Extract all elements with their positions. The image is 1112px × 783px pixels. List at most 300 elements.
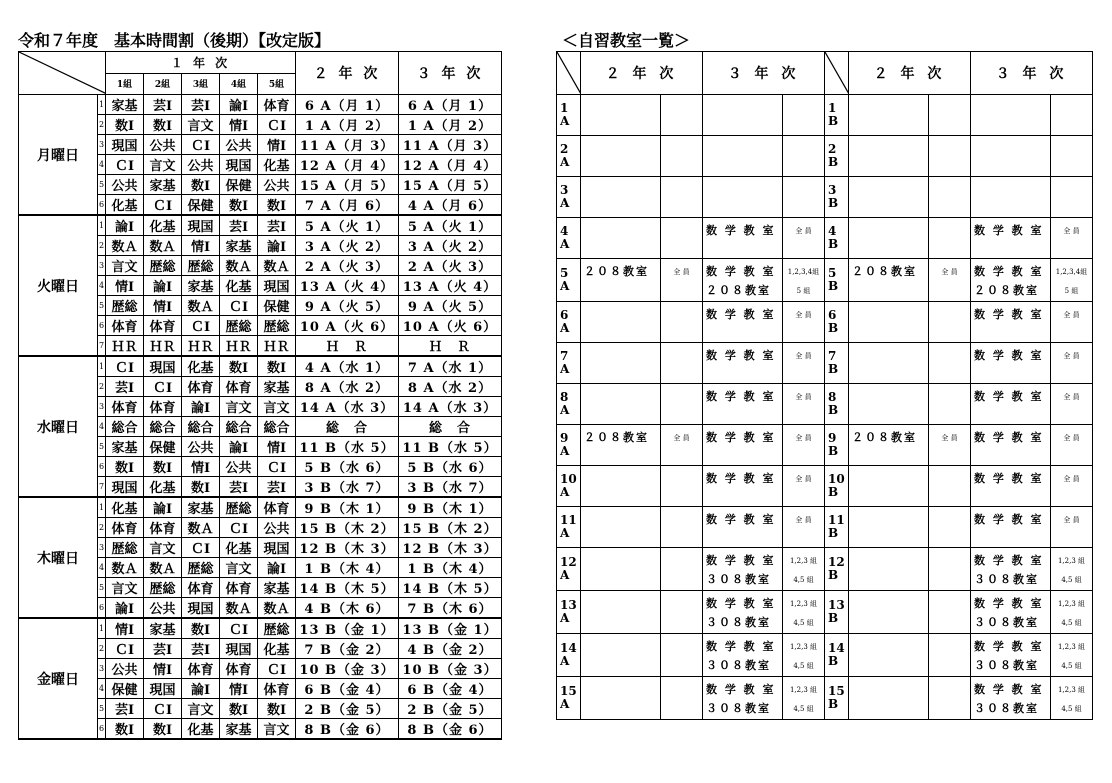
- subject-cell: 歴総: [144, 256, 182, 276]
- room-target-cell: [661, 591, 703, 634]
- room-cell: [971, 425, 1051, 466]
- subject-cell: 歴総: [182, 256, 220, 276]
- slot-label-a: 10 A: [557, 466, 581, 507]
- room-name: 数 学 教 室: [974, 554, 1044, 567]
- grade3-cell: 1 B（木 4）: [399, 558, 502, 578]
- grade2-cell: 6 B（金 4）: [296, 679, 399, 699]
- subject-cell: 体育: [106, 518, 144, 538]
- slot-label-b: 8 B: [825, 384, 849, 425]
- room-cell: [703, 634, 783, 677]
- subject-cell: ＨＲ: [258, 336, 296, 357]
- subject-cell: 歴総: [106, 296, 144, 316]
- grade3-cell: 2 B（金 5）: [399, 699, 502, 719]
- room-name: 数 学 教 室: [974, 513, 1044, 526]
- room-cell: [849, 591, 929, 634]
- subject-cell: 保健: [144, 437, 182, 457]
- room-cell: [703, 218, 783, 259]
- room-name: ２０８教室: [584, 265, 649, 278]
- grade3-cell: 5 A（火 1）: [399, 215, 502, 236]
- period-number: 3: [98, 659, 106, 679]
- room-target-cell: [929, 425, 971, 466]
- period-number: 5: [98, 578, 106, 598]
- room-target-cell: [1051, 466, 1093, 507]
- room-name: 数 学 教 室: [706, 431, 776, 444]
- subject-cell: 数Ａ: [220, 256, 258, 276]
- room-target-cell: [1051, 425, 1093, 466]
- room-target-cell: [929, 218, 971, 259]
- room-cell: [703, 302, 783, 343]
- room-target: 4,5 組: [1061, 576, 1082, 584]
- subject-cell: 言文: [182, 115, 220, 135]
- room-target-cell: [783, 259, 825, 302]
- day-label: 金曜日: [19, 618, 98, 739]
- subject-cell: ＣⅠ: [106, 356, 144, 377]
- room-cell: [849, 218, 929, 259]
- subject-cell: 家基: [144, 175, 182, 195]
- room-target: 4,5 組: [793, 662, 814, 670]
- period-number: 6: [98, 719, 106, 740]
- grade3-cell: 12 A（月 4）: [399, 155, 502, 175]
- room-target: 全 員: [673, 434, 690, 442]
- room-cell: [703, 677, 783, 720]
- grade3-cell: 11 B（水 5）: [399, 437, 502, 457]
- room-cell: [849, 507, 929, 548]
- room-cell: [849, 177, 929, 218]
- room-name: ３０８教室: [974, 616, 1039, 629]
- period-number: 4: [98, 276, 106, 296]
- period-number: 3: [98, 256, 106, 276]
- subject-cell: ＣⅠ: [182, 538, 220, 558]
- room-target: 1,2,3 組: [1057, 600, 1086, 608]
- subject-cell: ＣⅠ: [258, 115, 296, 135]
- grade3-cell: 10 B（金 3）: [399, 659, 502, 679]
- room-target-cell: [661, 548, 703, 591]
- subject-cell: 化基: [106, 497, 144, 518]
- room-cell: [581, 425, 661, 466]
- grade3-cell: 11 A（月 3）: [399, 135, 502, 155]
- subject-cell: ＣⅠ: [106, 155, 144, 175]
- subject-cell: 数Ⅰ: [106, 115, 144, 135]
- room-name: ２０８教室: [584, 431, 649, 444]
- room-target-cell: [661, 302, 703, 343]
- subject-cell: 家基: [182, 276, 220, 296]
- room-name: 数 学 教 室: [974, 431, 1044, 444]
- period-number: 3: [98, 397, 106, 417]
- room-target-cell: [929, 548, 971, 591]
- room-cell: [581, 548, 661, 591]
- period-number: 6: [98, 316, 106, 336]
- room-target-cell: [1051, 507, 1093, 548]
- slot-label-a: 13 A: [557, 591, 581, 634]
- room-cell: [849, 302, 929, 343]
- grade2-cell: 2 B（金 5）: [296, 699, 399, 719]
- subject-cell: 数Ⅰ: [258, 699, 296, 719]
- subject-cell: 体育: [258, 679, 296, 699]
- room-target-cell: [929, 384, 971, 425]
- subject-cell: 言文: [106, 256, 144, 276]
- slot-label-a: 9 A: [557, 425, 581, 466]
- grade2-cell: 5 B（水 6）: [296, 457, 399, 477]
- subject-cell: 歴総: [258, 618, 296, 639]
- room-name: 数 学 教 室: [974, 390, 1044, 403]
- subject-cell: 論Ⅰ: [220, 95, 258, 115]
- room-target: 全 員: [1063, 311, 1080, 319]
- room-target-cell: [1051, 343, 1093, 384]
- subject-cell: 数Ⅰ: [106, 719, 144, 740]
- room-target: 4,5 組: [1061, 619, 1082, 627]
- subject-cell: 公共: [106, 659, 144, 679]
- subject-cell: 数Ａ: [144, 558, 182, 578]
- class-header: 5組: [258, 73, 296, 95]
- room-cell: [971, 136, 1051, 177]
- room-target-cell: [661, 136, 703, 177]
- room-cell: [971, 634, 1051, 677]
- subject-cell: 言文: [258, 719, 296, 740]
- room-target: 全 員: [1063, 227, 1080, 235]
- room-cell: [849, 259, 929, 302]
- period-number: 7: [98, 477, 106, 498]
- period-number: 2: [98, 236, 106, 256]
- subject-cell: 言文: [220, 558, 258, 578]
- subject-cell: 総合: [106, 417, 144, 437]
- slot-label-b: 15 B: [825, 677, 849, 720]
- grade3-cell: 4 B（金 2）: [399, 639, 502, 659]
- room-target-cell: [1051, 136, 1093, 177]
- room-name: 数 学 教 室: [974, 472, 1044, 485]
- room-target-cell: [783, 343, 825, 384]
- room-target: 全 員: [795, 227, 812, 235]
- grade3-cell: 1 A（月 2）: [399, 115, 502, 135]
- room-target-cell: [1051, 95, 1093, 136]
- room-target-cell: [929, 634, 971, 677]
- room-target-cell: [661, 634, 703, 677]
- grade3-cell: 9 A（火 5）: [399, 296, 502, 316]
- day-label: 木曜日: [19, 497, 98, 618]
- slot-label-b: 7 B: [825, 343, 849, 384]
- slot-label-a: 11 A: [557, 507, 581, 548]
- room-target: 1,2,3 組: [1057, 557, 1086, 565]
- subject-cell: 化基: [220, 538, 258, 558]
- slot-label-a: 1 A: [557, 95, 581, 136]
- grade3-cell: 14 A（水 3）: [399, 397, 502, 417]
- subject-cell: 現国: [144, 356, 182, 377]
- subject-cell: 現国: [220, 155, 258, 175]
- subject-cell: 歴総: [220, 497, 258, 518]
- grade2-header-b: ２ 年 次: [849, 52, 971, 95]
- grade2-cell: 8 B（金 6）: [296, 719, 399, 740]
- slot-label-a: 5 A: [557, 259, 581, 302]
- period-number: 5: [98, 175, 106, 195]
- slot-label-a: 15 A: [557, 677, 581, 720]
- subject-cell: 家基: [182, 497, 220, 518]
- subject-cell: 公共: [144, 135, 182, 155]
- subject-cell: ＣⅠ: [144, 195, 182, 216]
- room-target-cell: [929, 343, 971, 384]
- subject-cell: 言文: [144, 538, 182, 558]
- period-number: 7: [98, 336, 106, 357]
- grade2-cell: 総 合: [296, 417, 399, 437]
- subject-cell: 体育: [258, 95, 296, 115]
- subject-cell: 公共: [144, 598, 182, 619]
- slot-label-b: 12 B: [825, 548, 849, 591]
- period-number: 2: [98, 518, 106, 538]
- subject-cell: 数Ⅰ: [144, 115, 182, 135]
- period-number: 3: [98, 538, 106, 558]
- room-cell: [971, 95, 1051, 136]
- subject-cell: 言文: [182, 699, 220, 719]
- grade3-cell: 3 A（火 2）: [399, 236, 502, 256]
- room-cell: [581, 677, 661, 720]
- subject-cell: 情Ⅰ: [258, 437, 296, 457]
- room-name: 数 学 教 室: [974, 308, 1044, 321]
- slot-label-b: 5 B: [825, 259, 849, 302]
- period-number: 2: [98, 377, 106, 397]
- room-target: 全 員: [1063, 434, 1080, 442]
- subject-cell: 言文: [258, 397, 296, 417]
- grade2-cell: 9 A（火 5）: [296, 296, 399, 316]
- room-target-cell: [1051, 677, 1093, 720]
- room-target-cell: [783, 425, 825, 466]
- subject-cell: 数Ａ: [106, 236, 144, 256]
- subject-cell: 論Ⅰ: [144, 497, 182, 518]
- subject-cell: 家基: [258, 578, 296, 598]
- subject-cell: 体育: [258, 497, 296, 518]
- subject-cell: 家基: [144, 618, 182, 639]
- period-number: 1: [98, 356, 106, 377]
- room-cell: [581, 95, 661, 136]
- room-name: 数 学 教 室: [974, 683, 1044, 696]
- subject-cell: 情Ⅰ: [220, 115, 258, 135]
- room-cell: [971, 218, 1051, 259]
- grade2-cell: 15 A（月 5）: [296, 175, 399, 195]
- room-target-cell: [661, 384, 703, 425]
- grade2-cell: 5 A（火 1）: [296, 215, 399, 236]
- subject-cell: ＣⅠ: [182, 316, 220, 336]
- room-target-cell: [661, 507, 703, 548]
- subject-cell: 数Ａ: [106, 558, 144, 578]
- grade2-header-a: ２ 年 次: [581, 52, 703, 95]
- room-cell: [971, 507, 1051, 548]
- subject-cell: 化基: [258, 155, 296, 175]
- room-name: ３０８教室: [974, 702, 1039, 715]
- room-target-cell: [661, 425, 703, 466]
- subject-cell: 数Ａ: [258, 598, 296, 619]
- grade3-header-b: ３ 年 次: [971, 52, 1093, 95]
- subject-cell: 体育: [182, 377, 220, 397]
- subject-cell: 数Ａ: [182, 296, 220, 316]
- room-name: 数 学 教 室: [706, 224, 776, 237]
- subject-cell: 数Ａ: [258, 256, 296, 276]
- room-target: 全 員: [795, 434, 812, 442]
- subject-cell: 現国: [182, 598, 220, 619]
- subject-cell: 論Ⅰ: [258, 236, 296, 256]
- subject-cell: 現国: [182, 215, 220, 236]
- grade2-cell: 11 A（月 3）: [296, 135, 399, 155]
- base-timetable: [18, 51, 502, 740]
- subject-cell: 歴総: [182, 558, 220, 578]
- subject-cell: 総合: [220, 417, 258, 437]
- room-name: 数 学 教 室: [974, 349, 1044, 362]
- slot-label-b: 2 B: [825, 136, 849, 177]
- room-target-cell: [783, 384, 825, 425]
- period-number: 4: [98, 155, 106, 175]
- room-cell: [581, 591, 661, 634]
- class-header: 4組: [220, 73, 258, 95]
- room-name: ３０８教室: [706, 573, 771, 586]
- study-room-table: [556, 51, 1093, 720]
- room-cell: [849, 634, 929, 677]
- room-name: 数 学 教 室: [974, 224, 1044, 237]
- room-target-cell: [783, 507, 825, 548]
- room-target: 1,2,3 組: [789, 686, 818, 694]
- room-name: 数 学 教 室: [706, 265, 776, 278]
- subject-cell: 芸Ⅰ: [258, 215, 296, 236]
- subject-cell: 歴総: [106, 538, 144, 558]
- room-target: 全 員: [673, 268, 690, 276]
- subject-cell: 数Ⅰ: [258, 195, 296, 216]
- period-number: 1: [98, 618, 106, 639]
- subject-cell: ＣⅠ: [144, 699, 182, 719]
- grade2-cell: 15 B（木 2）: [296, 518, 399, 538]
- subject-cell: 保健: [220, 175, 258, 195]
- room-cell: [849, 136, 929, 177]
- subject-cell: 論Ⅰ: [106, 215, 144, 236]
- room-name: ３０８教室: [706, 702, 771, 715]
- grade3-cell: 5 B（水 6）: [399, 457, 502, 477]
- subject-cell: 公共: [258, 518, 296, 538]
- period-number: 6: [98, 195, 106, 216]
- period-number: 3: [98, 135, 106, 155]
- room-cell: [703, 177, 783, 218]
- room-name: ２０８教室: [852, 431, 917, 444]
- class-header: 2組: [144, 73, 182, 95]
- room-target: 5 組: [796, 287, 811, 295]
- grade3-cell: 6 A（月 1）: [399, 95, 502, 115]
- period-number: 1: [98, 95, 106, 115]
- subject-cell: 芸Ⅰ: [220, 477, 258, 498]
- subject-cell: 芸Ⅰ: [182, 639, 220, 659]
- subject-cell: 論Ⅰ: [220, 437, 258, 457]
- grade2-cell: 8 A（水 2）: [296, 377, 399, 397]
- period-number: 5: [98, 296, 106, 316]
- grade2-cell: 4 B（木 6）: [296, 598, 399, 619]
- room-cell: [971, 466, 1051, 507]
- subject-cell: 言文: [144, 155, 182, 175]
- period-number: 6: [98, 598, 106, 619]
- room-target: 全 員: [795, 352, 812, 360]
- subject-cell: ＨＲ: [106, 336, 144, 357]
- room-name: 数 学 教 室: [706, 472, 776, 485]
- room-target-cell: [783, 677, 825, 720]
- subject-cell: 公共: [106, 175, 144, 195]
- grade2-cell: 7 B（金 2）: [296, 639, 399, 659]
- room-target-cell: [929, 677, 971, 720]
- room-target-cell: [1051, 177, 1093, 218]
- slot-label-b: 1 B: [825, 95, 849, 136]
- grade3-cell: 8 A（水 2）: [399, 377, 502, 397]
- room-cell: [703, 384, 783, 425]
- room-target: 4,5 組: [1061, 705, 1082, 713]
- room-target-cell: [783, 634, 825, 677]
- subject-cell: 芸Ⅰ: [144, 639, 182, 659]
- subject-cell: 家基: [106, 95, 144, 115]
- grade2-cell: 13 A（火 4）: [296, 276, 399, 296]
- grade2-cell: 12 A（月 4）: [296, 155, 399, 175]
- slot-label-a: 4 A: [557, 218, 581, 259]
- subject-cell: 芸Ⅰ: [106, 377, 144, 397]
- subject-cell: 数Ａ: [182, 518, 220, 538]
- room-name: 数 学 教 室: [706, 513, 776, 526]
- day-label: 火曜日: [19, 215, 98, 356]
- subject-cell: 数Ⅰ: [258, 356, 296, 377]
- subject-cell: 情Ⅰ: [144, 296, 182, 316]
- room-target-cell: [661, 95, 703, 136]
- grade1-header: １ 年 次: [106, 52, 296, 74]
- subject-cell: ＣⅠ: [182, 135, 220, 155]
- room-target-cell: [783, 548, 825, 591]
- room-cell: [581, 343, 661, 384]
- room-target-cell: [661, 218, 703, 259]
- period-number: 4: [98, 417, 106, 437]
- slot-label-a: 12 A: [557, 548, 581, 591]
- subject-cell: 芸Ⅰ: [106, 699, 144, 719]
- room-cell: [581, 136, 661, 177]
- subject-cell: ＣⅠ: [144, 377, 182, 397]
- subject-cell: ＣⅠ: [258, 457, 296, 477]
- room-cell: [971, 343, 1051, 384]
- room-target-cell: [783, 591, 825, 634]
- room-cell: [971, 259, 1051, 302]
- subject-cell: 芸Ⅰ: [220, 215, 258, 236]
- grade3-cell: 総 合: [399, 417, 502, 437]
- room-cell: [849, 466, 929, 507]
- room-cell: [703, 259, 783, 302]
- subject-cell: ＣⅠ: [220, 518, 258, 538]
- subject-cell: 体育: [144, 316, 182, 336]
- room-cell: [581, 634, 661, 677]
- slot-label-b: 11 B: [825, 507, 849, 548]
- subject-cell: 体育: [144, 518, 182, 538]
- room-target: 全 員: [941, 434, 958, 442]
- subject-cell: 体育: [182, 659, 220, 679]
- room-name: ２０８教室: [974, 284, 1039, 297]
- subject-cell: 家基: [106, 437, 144, 457]
- grade2-cell: 11 B（水 5）: [296, 437, 399, 457]
- subject-cell: 歴総: [220, 316, 258, 336]
- subject-cell: 体育: [220, 377, 258, 397]
- day-label: 水曜日: [19, 356, 98, 497]
- subject-cell: 数Ⅰ: [220, 699, 258, 719]
- room-target: 全 員: [1063, 475, 1080, 483]
- room-target-cell: [661, 259, 703, 302]
- subject-cell: 情Ⅰ: [106, 276, 144, 296]
- grade2-cell: 9 B（木 1）: [296, 497, 399, 518]
- grade3-header-a: ３ 年 次: [703, 52, 825, 95]
- room-target-cell: [929, 591, 971, 634]
- subject-cell: 情Ⅰ: [182, 236, 220, 256]
- room-cell: [581, 466, 661, 507]
- subject-cell: 総合: [144, 417, 182, 437]
- subject-cell: 総合: [182, 417, 220, 437]
- room-target-cell: [661, 466, 703, 507]
- subject-cell: 現国: [106, 477, 144, 498]
- room-cell: [849, 548, 929, 591]
- room-cell: [703, 507, 783, 548]
- room-cell: [703, 548, 783, 591]
- subject-cell: 現国: [220, 639, 258, 659]
- room-target-cell: [929, 302, 971, 343]
- room-target-cell: [783, 136, 825, 177]
